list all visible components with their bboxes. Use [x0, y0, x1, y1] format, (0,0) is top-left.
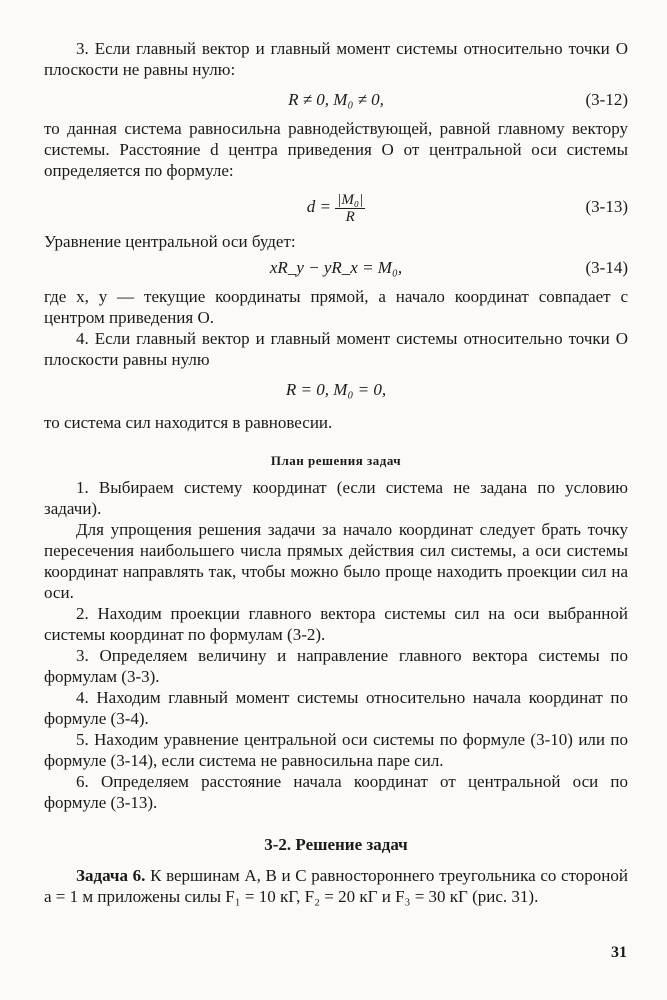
formula-3-13-lhs: d = — [306, 197, 331, 216]
item4-intro: 4. Если главный вектор и главный момент системы относительно точки O плоскости равны нулю — [44, 329, 628, 369]
page-number: 31 — [611, 944, 627, 961]
formula-3-13-denominator: R — [345, 208, 355, 225]
item3-text: то данная система равносильна равнодействующей, равной главному вектору системы. Расстояние d центра приведения O от центральной оси системы определяется по формуле: — [44, 119, 628, 180]
central-axis-text: где x, y — текущие координаты прямой, а начало координат совпадает с центром приведения O. — [44, 287, 628, 327]
page-content — [44, 38, 628, 907]
formula-3-13-numerator: |M₀| — [337, 191, 364, 208]
formula-equilibrium-expr: R = 0, M₀ = 0, — [285, 380, 387, 399]
formula-3-13-fraction — [335, 192, 365, 225]
formula-3-13-number: (3-13) — [585, 197, 628, 216]
central-axis-intro: Уравнение центральной оси будет: — [44, 232, 296, 251]
formula-3-12-expr: R ≠ 0, M₀ ≠ 0, — [288, 90, 384, 109]
plan-step-4: 4. Находим главный момент системы относительно начала координат по формуле (3-4). — [44, 688, 628, 728]
plan-step-1: 1. Выбираем систему координат (если система не задана по условию задачи). — [44, 478, 628, 518]
task-6 — [44, 865, 628, 907]
plan-step-2: 2. Находим проекции главного вектора системы сил на оси выбранной системы координат по формулам (3-2). — [44, 604, 628, 644]
task-label: Задача 6. — [76, 866, 146, 885]
formula-equilibrium — [44, 376, 628, 404]
plan-note: Для упрощения решения задачи за начало координат следует брать точку пересечения наибольшего числа прямых действия сил системы, а оси системы координат направлять так, чтобы можно было проще находить проекции сил на оси. — [44, 520, 628, 602]
section-heading: 3-2. Решение задач — [264, 835, 408, 854]
plan-step-3: 3. Определяем величину и направление главного вектора системы по формулам (3-3). — [44, 646, 628, 686]
item3-intro: 3. Если главный вектор и главный момент системы относительно точки O плоскости не равны нулю: — [44, 39, 628, 79]
plan-step-5: 5. Находим уравнение центральной оси системы по формуле (3-10) или по формуле (3-14), если система не равносильна паре сил. — [44, 730, 628, 770]
item4-text: то система сил находится в равновесии. — [44, 413, 333, 432]
formula-3-14-number: (3-14) — [585, 258, 628, 277]
plan-step-6: 6. Определяем расстояние начала координат от центральной оси по формуле (3-13). — [44, 772, 628, 812]
formula-3-12 — [44, 86, 628, 114]
plan-heading: План решения задач — [270, 453, 402, 468]
formula-3-14 — [44, 254, 628, 282]
formula-3-12-number: (3-12) — [585, 90, 628, 109]
task-text: К вершинам A, B и C равностороннего треугольника со стороной a = 1 м приложены силы F₁ = 10 кГ, F₂ = 20 кГ и F₃ = 30 кГ (рис. 31). — [44, 866, 629, 906]
formula-3-14-expr: xR_y − yR_x = M₀, — [269, 258, 403, 277]
formula-3-13 — [44, 185, 628, 229]
